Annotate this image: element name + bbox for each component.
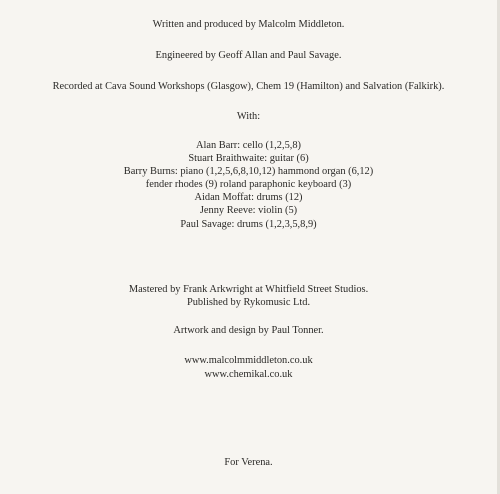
- mastered-credit: Mastered by Frank Arkwright at Whitfield Street Studios.: [128, 284, 369, 295]
- written-produced-credit: Written and produced by Malcolm Middleton.: [152, 19, 345, 30]
- musician-line: Barry Burns: piano (1,2,5,6,8,10,12) hammond organ (6,12): [123, 166, 374, 177]
- dedication: For Verena.: [224, 457, 273, 468]
- artwork-credit: Artwork and design by Paul Tonner.: [173, 325, 324, 336]
- musician-line: Stuart Braithwaite: guitar (6): [188, 153, 309, 164]
- musician-line: Paul Savage: drums (1,2,3,5,8,9): [180, 219, 317, 230]
- published-credit: Published by Rykomusic Ltd.: [186, 297, 311, 308]
- website-link: www.chemikal.co.uk: [204, 369, 293, 380]
- with-heading: With:: [236, 111, 261, 122]
- recorded-credit: Recorded at Cava Sound Workshops (Glasgow), Chem 19 (Hamilton) and Salvation (Falkirk).: [52, 81, 445, 92]
- musician-line: Alan Barr: cello (1,2,5,8): [195, 140, 302, 151]
- website-link: www.malcolmmiddleton.co.uk: [184, 355, 313, 366]
- engineered-credit: Engineered by Geoff Allan and Paul Savage.: [155, 50, 342, 61]
- musician-line: Aidan Moffat: drums (12): [194, 192, 303, 203]
- musician-line: Jenny Reeve: violin (5): [199, 205, 298, 216]
- musician-line: fender rhodes (9) roland paraphonic keyboard (3): [145, 179, 352, 190]
